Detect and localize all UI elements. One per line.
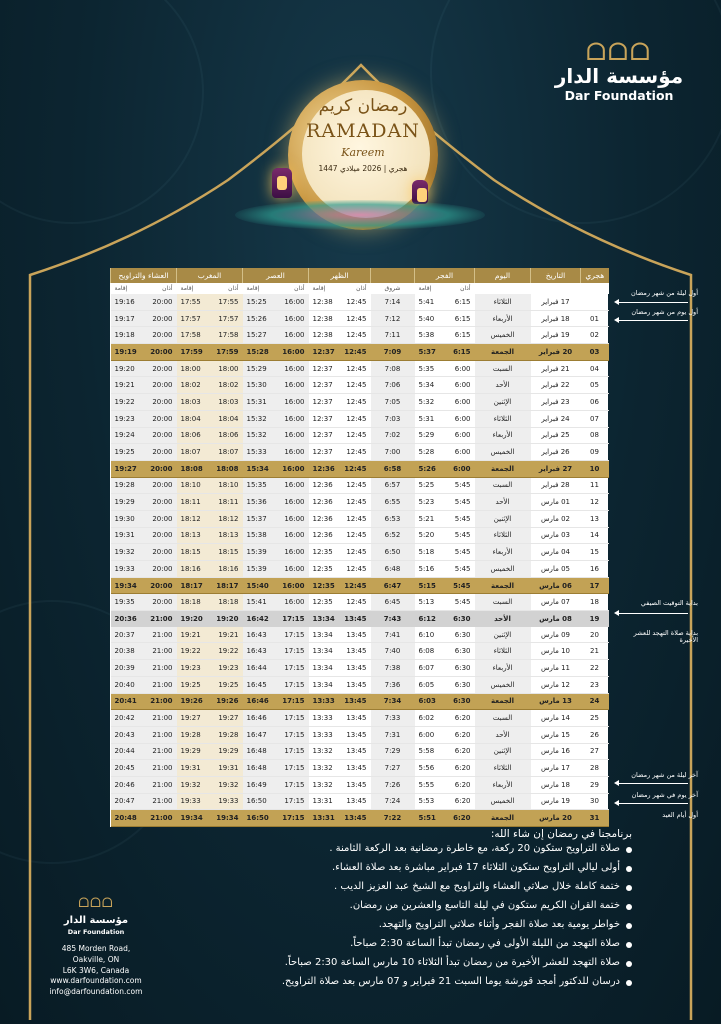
email-link[interactable]: info@darfoundation.com: [49, 987, 143, 997]
banner-subtitle: Kareem: [341, 146, 385, 159]
table-row: 05 22 فبراير الأحد 5:34 6:00 7:06 12:37 12:45 15:30 16:00 18:02 18:02 19:21 20:00: [111, 377, 609, 394]
table-row: 02 19 فبراير الخميس 5:38 6:15 7:11 12:38 12:45 15:27 16:00 17:58 17:58 19:18 20:00: [111, 327, 609, 344]
side-note: آخر يوم في شهر رمضان: [631, 791, 698, 799]
table-row: 27 16 مارس الإثنين 5:58 6:20 7:29 13:32 13:45 16:48 17:15 19:29 19:29 20:44 21:00: [111, 743, 609, 760]
note-item: خواطر يومية بعد صلاة الفجر وأثناء صلاتي التراويح والتهجد.: [230, 919, 632, 932]
table-row: 11 28 فبراير السبت 5:25 5:45 6:57 12:36 12:45 15:35 16:00 18:10 18:10 19:28 20:00: [111, 477, 609, 494]
table-row: 26 15 مارس الأحد 6:00 6:20 7:31 13:33 13:45 16:47 17:15 19:28 19:28 20:43 21:00: [111, 726, 609, 743]
table-row: 07 24 فبراير الثلاثاء 5:31 6:00 7:03 12:37 12:45 15:32 16:00 18:04 18:04 19:23 20:00: [111, 410, 609, 427]
notes-title: برنامجنا في رمضان إن شاء الله:: [490, 828, 632, 840]
website-link[interactable]: www.darfoundation.com: [50, 976, 142, 986]
banner-year: 1447 هجري | 2026 ميلادي: [318, 164, 408, 173]
header-maghrib: المغرب: [177, 268, 243, 283]
footer-brand-ar: مؤسسة الدار: [63, 914, 129, 926]
table-row: 01 18 فبراير الأربعاء 5:40 6:15 7:12 12:38 12:45 15:26 16:00 17:57 17:57 19:17 20:00: [111, 310, 609, 327]
banner-title: RAMADAN: [306, 120, 420, 142]
table-row: 12 01 مارس الأحد 5:23 5:45 6:55 12:36 12:45 15:36 16:00 18:11 18:11 19:29 20:00: [111, 494, 609, 511]
header-asr: العصر: [243, 268, 309, 283]
table-row: 24 13 مارس الجمعة 6:03 6:30 7:34 13:33 13:45 16:46 17:15 19:26 19:26 20:41 21:00: [111, 693, 609, 710]
address-line: 485 Morden Road,: [61, 943, 131, 953]
side-note: أول أيام العيد: [662, 811, 698, 819]
note-item: صلاة التهجد للعشر الأخيرة من رمضان تبدأ الثلاثاء 10 مارس الساعة 2:30 صباحاً.: [230, 957, 632, 970]
table-row: 10 27 فبراير الجمعة 5:26 6:00 6:58 12:36 12:45 15:34 16:00 18:08 18:08 19:27 20:00: [111, 460, 609, 477]
side-note: بداية التوقيت الصيفي: [640, 599, 698, 607]
table-row: 04 21 فبراير السبت 5:35 6:00 7:08 12:37 12:45 15:29 16:00 18:00 18:00 19:20 20:00: [111, 360, 609, 377]
decorative-plants: [235, 200, 485, 230]
footer-brand-en: Dar Foundation: [67, 928, 125, 937]
table-row: 14 03 مارس الثلاثاء 5:20 5:45 6:52 12:36 12:45 15:38 16:00 18:13 18:13 19:31 20:00: [111, 527, 609, 544]
table-row: 22 11 مارس الأربعاء 6:07 6:30 7:38 13:34 13:45 16:44 17:15 19:23 19:23 20:39 21:00: [111, 660, 609, 677]
address-line: Oakville, ON: [72, 954, 120, 964]
table-row: 06 23 فبراير الإثنين 5:32 6:00 7:05 12:37 12:45 15:31 16:00 18:03 18:03 19:22 20:00: [111, 394, 609, 411]
address-line: L6K 3W6, Canada: [62, 965, 130, 975]
timetable: هجري التاريخ اليوم الفجر الظهر العصر المغرب العشاء والتراويح إقامة أذان شروق إقامة أذان إقامة أذان إقامة أذان إقامة أذان 17 فبراير الثلاثاء 5:41 6:15 7:14 12:38 12:45 15:25 16:00 17:55 17:55 19:16 20:00 01 18 فبراير الأربعاء 5:40 6:15 7:12 12:38 12:45 15:26 16:00 17:57 17:57 19:17 20:00 02 19 فبراير الخميس 5:38 6:15 7:11 12:38 12:45 15:27 16:00 17:58 17:58 19:18 20:00 03 20 فبراير الجمعة 5:37 6:15 7:09 12:37 12:45 15:28 16:00 17:59 17:59 19:19 20:00 04 21 فبراير السبت 5:35 6:00 7:08 12:37 12:45 15:29 16:00 18:00 18:00 19:20 20:00 05 22 فبراير الأحد 5:34 6:00 7:06 12:37 12:45 15:30 16:00 18:02 18:02 19:21 20:00 06 23 فبراير الإثنين 5:32 6:00 7:05 12:37 12:45 15:31 16:00 18:03 18:03 19:22 20:00 07 24 فبراير الثلاثاء 5:31 6:00 7:03 12:37 12:45 15:32 16:00 18:04 18:04 19:23 20:00 08 25 فبراير الأربعاء 5:29 6:00 7:02 12:37 12:45 15:32 16:00 18:06 18:06 19:24 20:00 09 26 فبراير الخميس 5:28 6:00 7:00 12:37 12:45 15:33 16:00 18:07 18:07 19:25 20:00 10 27 فبراير الجمعة 5:26 6:00 6:58 12:36 12:45 15:34 16:00 18:08 18:08 19:27 20:00 11 28 فبراير السبت 5:25 5:45 6:57 12:36 12:45 15:35 16:00 18:10 18:10 19:28 20:00 12 01 مارس الأحد 5:23 5:45 6:55 12:36 12:45 15:36 16:00 18:11 18:11 19:29 20:00 13 02 مارس الإثنين 5:21 5:45 6:53 12:36 12:45 15:37 16:00 18:12 18:12 19:30 20:00 14 03 مارس الثلاثاء 5:20 5:45 6:52 12:36 12:45 15:38 16:00 18:13 18:13 19:31 20:00 15 04 مارس الأربعاء 5:18 5:45 6:50 12:35 12:45 15:39 16:00 18:15 18:15 19:32 20:00 16 05 مارس الخميس 5:16 5:45 6:48 12:35 12:45 15:39 16:00 18:16 18:16 19:33 20:00 17 06 مارس الجمعة 5:15 5:45 6:47 12:35 12:45 15:40 16:00 18:17 18:17 19:34 20:00 18 07 مارس السبت 5:13 5:45 6:45 12:35 12:45 15:41 16:00 18:18 18:18 19:35 20:00 19 08 مارس الأحد 6:12 6:30 7:43 13:34 13:45 16:42 17:15 19:20 19:20 20:36 21:00 20 09 مارس الإثنين 6:10 6:30 7:41 13:34 13:45 16:43 17:15 19:21 19:21 20:37 21:00 21 10 مارس الثلاثاء 6:08 6:30 7:40 13:34 13:45 16:43 17:15 19:22 19:22 20:38 21:00 22 11 مارس الأربعاء 6:07 6:30 7:38 13:34 13:45 16:44 17:15 19:23 19:23 20:39 21:00 23 12 مارس الخميس 6:05 6:30 7:36 13:34 13:45 16:45 17:15 19:25 19:25 20:40 21:00 24 13 مارس الجمعة 6:03 6:30 7:34 13:33 13:45 16:46 17:15 19:26 19:26 20:41 21:00 25 14 مارس السبت 6:02 6:20 7:33 13:33 13:45 16:46 17:15 19:27 19:27 20:42 21:00 26 15 مارس الأحد 6:00 6:20 7:31 13:33 13:45 16:47 17:15 19:28 19:28 20:43 21:00 27 16 مارس الإثنين 5:58 6:20 7:29 13:32 13:45 16:48 17:15 19:29 19:29 20:44 21:00 28 17 مارس الثلاثاء 5:56 6:20 7:27 13:32 13:45 16:48 17:15 19:31 19:31 20:45 21:00 29 18 مارس الأربعاء 5:55 6:20 7:26 13:32 13:45 16:49 17:15 19:32 19:32 20:46 21:00 30 19 مارس الخميس 5:53 6:20 7:24 13:31 13:45 16:50 17:15 19:33 19:33 20:47 21:00 31 20 مارس الجمعة 5:51 6:20 7:22 13:31 13:45 16:50 17:15 19:34 19:34 20:48 21:00: [110, 268, 608, 827]
header-isha: العشاء والتراويح: [111, 268, 177, 283]
header-sunrise: [371, 268, 415, 283]
brand-logo: [539, 40, 699, 103]
note-item: أولى ليالي التراويح ستكون الثلاثاء 17 فبراير مباشرة بعد صلاة العشاء.: [230, 862, 632, 875]
note-item: صلاة التهجد من الليلة الأولى في رمضان تبدأ الساعة 2:30 صباحاً.: [230, 938, 632, 951]
table-row: 25 14 مارس السبت 6:02 6:20 7:33 13:33 13:45 16:46 17:15 19:27 19:27 20:42 21:00: [111, 710, 609, 727]
header-date: التاريخ: [531, 268, 581, 283]
header-dhuhr: الظهر: [309, 268, 371, 283]
dome-logo-icon: ᗝᗝᗝ: [586, 38, 652, 66]
table-row: 23 12 مارس الخميس 6:05 6:30 7:36 13:34 13:45 16:45 17:15 19:25 19:25 20:40 21:00: [111, 676, 609, 693]
banner-arabic: رمضان كريم: [318, 96, 408, 116]
table-row: 18 07 مارس السبت 5:13 5:45 6:45 12:35 12:45 15:41 16:00 18:18 18:18 19:35 20:00: [111, 594, 609, 611]
table-row: 29 18 مارس الأربعاء 5:55 6:20 7:26 13:32 13:45 16:49 17:15 19:32 19:32 20:46 21:00: [111, 776, 609, 793]
table-row: 17 فبراير الثلاثاء 5:41 6:15 7:14 12:38 12:45 15:25 16:00 17:55 17:55 19:16 20:00: [111, 294, 609, 310]
table-row: 30 19 مارس الخميس 5:53 6:20 7:24 13:31 13:45 16:50 17:15 19:33 19:33 20:47 21:00: [111, 793, 609, 810]
program-notes: [230, 828, 632, 995]
lantern-icon: [272, 168, 292, 198]
brand-name-ar: مؤسسة الدار: [554, 64, 684, 88]
table-row: 21 10 مارس الثلاثاء 6:08 6:30 7:40 13:34 13:45 16:43 17:15 19:22 19:22 20:38 21:00: [111, 643, 609, 660]
table-row: 17 06 مارس الجمعة 5:15 5:45 6:47 12:35 12:45 15:40 16:00 18:17 18:17 19:34 20:00: [111, 577, 609, 594]
table-row: 19 08 مارس الأحد 6:12 6:30 7:43 13:34 13:45 16:42 17:15 19:20 19:20 20:36 21:00: [111, 611, 609, 627]
footer-contact: [36, 895, 156, 998]
table-row: 09 26 فبراير الخميس 5:28 6:00 7:00 12:37 12:45 15:33 16:00 18:07 18:07 19:25 20:00: [111, 444, 609, 461]
table-row: 08 25 فبراير الأربعاء 5:29 6:00 7:02 12:37 12:45 15:32 16:00 18:06 18:06 19:24 20:00: [111, 427, 609, 444]
note-item: ختمة كاملة خلال صلاتي العشاء والتراويح مع الشيخ عبد العزيز الديب .: [230, 881, 632, 894]
note-item: صلاة التراويح ستكون 20 ركعة، مع خاطرة رمضانية بعد الركعة الثامنة .: [230, 843, 632, 856]
header-day: اليوم: [475, 268, 531, 283]
note-item: ختمة القران الكريم ستكون في ليلة التاسع والعشرين من رمضان.: [230, 900, 632, 913]
side-note: بداية صلاة التهجد للعشر الأخيرة: [633, 629, 698, 645]
header-hijri: هجري: [581, 268, 609, 283]
brand-name-en: Dar Foundation: [564, 88, 674, 103]
table-row: 20 09 مارس الإثنين 6:10 6:30 7:41 13:34 13:45 16:43 17:15 19:21 19:21 20:37 21:00: [111, 627, 609, 643]
table-row: 16 05 مارس الخميس 5:16 5:45 6:48 12:35 12:45 15:39 16:00 18:16 18:16 19:33 20:00: [111, 561, 609, 578]
side-note: أول يوم من شهر رمضان: [631, 308, 698, 316]
table-row: 15 04 مارس الأربعاء 5:18 5:45 6:50 12:35 12:45 15:39 16:00 18:15 18:15 19:32 20:00: [111, 544, 609, 561]
table-row: 31 20 مارس الجمعة 5:51 6:20 7:22 13:31 13:45 16:50 17:15 19:34 19:34 20:48 21:00: [111, 810, 609, 827]
note-item: درسان للدكتور أمجد قورشة يوما السبت 21 فبراير و 07 مارس بعد صلاة التراويح.: [230, 976, 632, 989]
table-row: 13 02 مارس الإثنين 5:21 5:45 6:53 12:36 12:45 15:37 16:00 18:12 18:12 19:30 20:00: [111, 510, 609, 527]
lantern-icon: [412, 180, 428, 204]
side-note: أول ليلة من شهر رمضان: [631, 289, 698, 297]
side-note: آخر ليلة من شهر رمضان: [631, 771, 698, 779]
dome-logo-icon: ᗝᗝᗝ: [78, 896, 114, 911]
table-row: 28 17 مارس الثلاثاء 5:56 6:20 7:27 13:32 13:45 16:48 17:15 19:31 19:31 20:45 21:00: [111, 760, 609, 777]
table-row: 03 20 فبراير الجمعة 5:37 6:15 7:09 12:37 12:45 15:28 16:00 17:59 17:59 19:19 20:00: [111, 344, 609, 361]
header-fajr: الفجر: [415, 268, 475, 283]
